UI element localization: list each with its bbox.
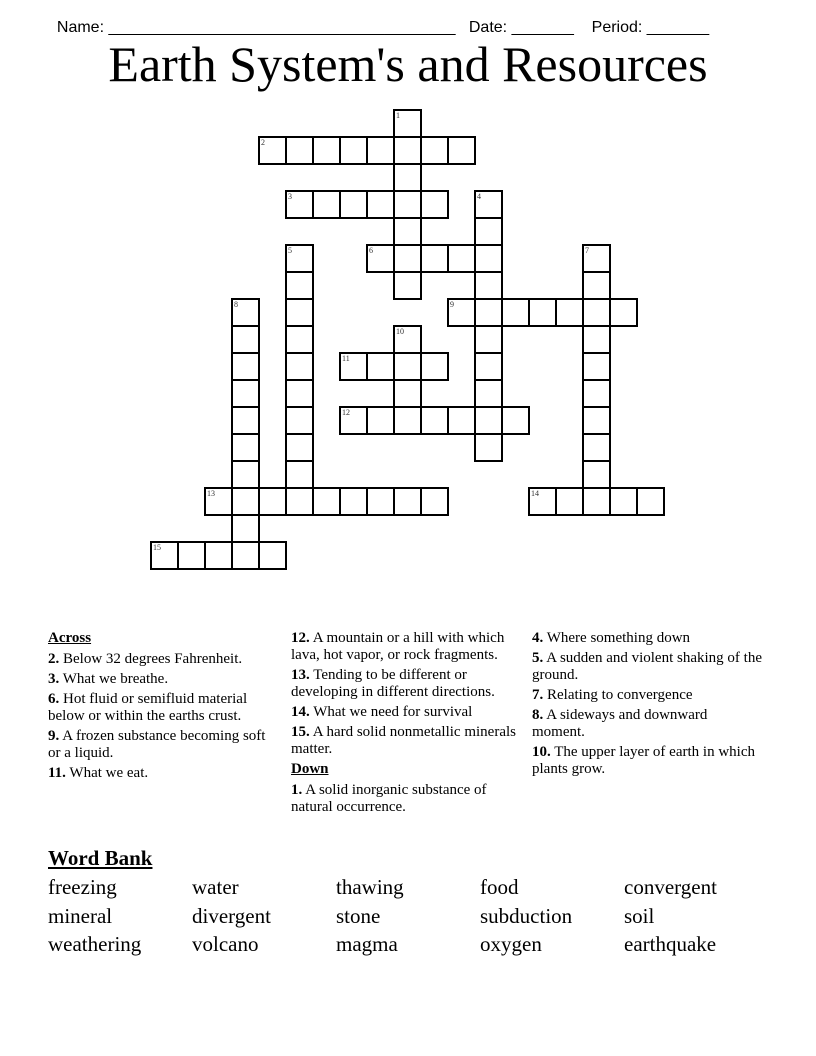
clue-down-4: 4. Where something down (532, 630, 691, 646)
clue-across-13: 13. Tending to be different or developing in different directions. (291, 667, 495, 700)
word-bank (48, 845, 768, 959)
word-bank-item: earthquake (624, 932, 717, 956)
word-bank-item: weathering (48, 932, 142, 956)
crossword-cell[interactable] (447, 298, 476, 327)
clue-number: 5 (288, 246, 292, 255)
crossword-cell[interactable] (555, 298, 584, 327)
period-label: Period: (591, 19, 643, 36)
crossword-cell[interactable] (231, 406, 260, 435)
crossword-cell[interactable] (582, 352, 611, 381)
crossword-cell[interactable] (420, 136, 449, 165)
crossword-cell[interactable] (285, 271, 314, 300)
clue-across-2: 2. Below 32 degrees Fahrenheit. (48, 651, 243, 667)
crossword-cell[interactable] (231, 487, 260, 516)
crossword-cell[interactable] (366, 190, 395, 219)
crossword-cell[interactable] (366, 406, 395, 435)
crossword-cell[interactable] (366, 487, 395, 516)
crossword-cell[interactable] (231, 379, 260, 408)
crossword-cell[interactable] (285, 460, 314, 489)
crossword-cell[interactable] (393, 190, 422, 219)
crossword-cell[interactable] (420, 406, 449, 435)
word-bank-item: volcano (192, 932, 259, 956)
crossword-cell[interactable] (528, 487, 557, 516)
crossword-cell[interactable] (285, 190, 314, 219)
clue-number: 7 (585, 246, 589, 255)
clue-down-1: 1. A solid inorganic substance of natural occurrence. (291, 782, 487, 815)
crossword-cell[interactable] (285, 136, 314, 165)
clue-number: 2 (261, 138, 265, 147)
crossword-cell[interactable] (366, 136, 395, 165)
crossword-cell[interactable] (555, 487, 584, 516)
crossword-cell[interactable] (582, 271, 611, 300)
crossword-cell[interactable] (393, 487, 422, 516)
crossword-cell[interactable] (582, 433, 611, 462)
crossword-cell[interactable] (474, 190, 503, 219)
crossword-cell[interactable] (258, 541, 287, 570)
clue-number: 14 (531, 489, 539, 498)
clue-number: 6 (369, 246, 373, 255)
crossword-cell[interactable] (474, 271, 503, 300)
student-info-header (48, 0, 709, 38)
clue-across-9: 9. A frozen substance becoming soft or a liquid. (48, 728, 266, 761)
crossword-cell[interactable] (393, 244, 422, 273)
crossword-cell[interactable] (474, 433, 503, 462)
crossword-cell[interactable] (447, 244, 476, 273)
crossword-cell[interactable] (582, 298, 611, 327)
crossword-cell[interactable] (582, 244, 611, 273)
crossword-cell[interactable] (474, 379, 503, 408)
word-bank-item: divergent (192, 903, 271, 928)
word-bank-item: oxygen (480, 932, 542, 956)
crossword-cell[interactable] (177, 541, 206, 570)
word-bank-title: Word Bank (48, 846, 153, 870)
crossword-cell[interactable] (393, 379, 422, 408)
clue-down-8: 8. A sideways and downward moment. (532, 707, 708, 740)
date-label: Date: (468, 19, 508, 36)
word-bank-item: stone (336, 903, 381, 928)
crossword-cell[interactable] (258, 487, 287, 516)
down-heading: Down (291, 761, 329, 777)
crossword-cell[interactable] (231, 514, 260, 543)
crossword-cell[interactable] (501, 298, 530, 327)
crossword-cell[interactable] (285, 325, 314, 354)
crossword-cell[interactable] (339, 352, 368, 381)
across-heading: Across (48, 630, 92, 646)
crossword-cell[interactable] (393, 136, 422, 165)
crossword-cell[interactable] (231, 541, 260, 570)
crossword-cell[interactable] (501, 406, 530, 435)
crossword-cell[interactable] (285, 379, 314, 408)
clue-number: 8 (234, 300, 238, 309)
crossword-cell[interactable] (474, 298, 503, 327)
crossword-cell[interactable] (312, 487, 341, 516)
crossword-cell[interactable] (339, 190, 368, 219)
clues-column-2 (291, 630, 527, 819)
crossword-cell[interactable] (258, 136, 287, 165)
name-label: Name: (56, 19, 105, 36)
page-title: Earth System's and Resources (108, 36, 708, 92)
crossword-cell[interactable] (474, 406, 503, 435)
word-bank-item: subduction (480, 903, 573, 928)
word-bank-list (48, 873, 768, 959)
crossword-cell[interactable] (582, 487, 611, 516)
crossword-grid (151, 110, 664, 569)
clue-across-14: 14. What we need for survival (291, 704, 473, 720)
clue-across-6: 6. Hot fluid or semifluid material below or within the earths crust. (48, 691, 248, 724)
crossword-cell[interactable] (285, 487, 314, 516)
crossword-cell[interactable] (636, 487, 665, 516)
crossword-cell[interactable] (231, 298, 260, 327)
crossword-cell[interactable] (312, 136, 341, 165)
crossword-cell[interactable] (420, 352, 449, 381)
crossword-cell[interactable] (312, 190, 341, 219)
crossword-cell[interactable] (582, 325, 611, 354)
crossword-cell[interactable] (420, 487, 449, 516)
crossword-cell[interactable] (339, 487, 368, 516)
clues-column-1 (48, 630, 278, 785)
crossword-cell[interactable] (447, 406, 476, 435)
crossword-cell[interactable] (366, 244, 395, 273)
clue-number: 1 (396, 111, 400, 120)
clue-number: 3 (288, 192, 292, 201)
clue-across-12: 12. A mountain or a hill with which lava, hot vapor, or rock fragments. (291, 630, 505, 663)
crossword-cell[interactable] (393, 109, 422, 138)
crossword-cell[interactable] (609, 298, 638, 327)
crossword-cell[interactable] (474, 217, 503, 246)
crossword-cell[interactable] (393, 163, 422, 192)
clue-down-10: 10. The upper layer of earth in which plants grow. (532, 744, 755, 777)
clue-number: 13 (207, 489, 215, 498)
clue-number: 11 (342, 354, 350, 363)
crossword-cell[interactable] (285, 298, 314, 327)
crossword-cell[interactable] (285, 244, 314, 273)
clue-number: 4 (477, 192, 481, 201)
clue-across-15: 15. A hard solid nonmetallic minerals matter. (291, 724, 516, 757)
word-bank-item: food (480, 875, 519, 899)
clue-number: 9 (450, 300, 454, 309)
crossword-cell[interactable] (285, 352, 314, 381)
clue-across-11: 11. What we eat. (48, 765, 149, 781)
crossword-cell[interactable] (528, 298, 557, 327)
word-bank-item: soil (624, 903, 655, 928)
word-bank-item: mineral (48, 903, 113, 928)
word-bank-item: water (192, 875, 239, 899)
crossword-cell[interactable] (420, 244, 449, 273)
date-field[interactable]: _______ (511, 19, 574, 36)
crossword-cell[interactable] (339, 136, 368, 165)
crossword-cell[interactable] (204, 541, 233, 570)
clues-column-3 (532, 630, 762, 781)
crossword-cell[interactable] (285, 433, 314, 462)
clue-number: 15 (153, 543, 161, 552)
crossword-cell[interactable] (393, 406, 422, 435)
crossword-cell[interactable] (474, 325, 503, 354)
clue-number: 12 (342, 408, 350, 417)
crossword-cell[interactable] (474, 352, 503, 381)
crossword-cell[interactable] (366, 352, 395, 381)
crossword-cell[interactable] (393, 325, 422, 354)
word-bank-item: thawing (336, 875, 404, 899)
crossword-cell[interactable] (231, 433, 260, 462)
clue-across-3: 3. What we breathe. (48, 671, 169, 687)
crossword-cell[interactable] (474, 244, 503, 273)
crossword-cell[interactable] (582, 406, 611, 435)
crossword-cell[interactable] (231, 460, 260, 489)
crossword-cell[interactable] (285, 406, 314, 435)
crossword-cell[interactable] (420, 190, 449, 219)
crossword-cell[interactable] (231, 352, 260, 381)
word-bank-item: magma (336, 932, 398, 956)
word-bank-item: convergent (624, 875, 717, 899)
clue-number: 10 (396, 327, 404, 336)
clue-down-5: 5. A sudden and violent shaking of the ground. (532, 650, 762, 683)
crossword-cell[interactable] (231, 325, 260, 354)
crossword-cell[interactable] (582, 460, 611, 489)
crossword-cell[interactable] (447, 136, 476, 165)
crossword-cell[interactable] (609, 487, 638, 516)
crossword-cell[interactable] (582, 379, 611, 408)
period-field[interactable]: _______ (646, 19, 710, 36)
crossword-cell[interactable] (150, 541, 179, 570)
crossword-cell[interactable] (339, 406, 368, 435)
crossword-cell[interactable] (393, 217, 422, 246)
crossword-cell[interactable] (393, 352, 422, 381)
name-field[interactable]: _______________________________________ (108, 19, 456, 36)
word-bank-item: freezing (48, 875, 117, 899)
crossword-cell[interactable] (204, 487, 233, 516)
crossword-cell[interactable] (393, 271, 422, 300)
clue-down-7: 7. Relating to convergence (532, 687, 693, 703)
